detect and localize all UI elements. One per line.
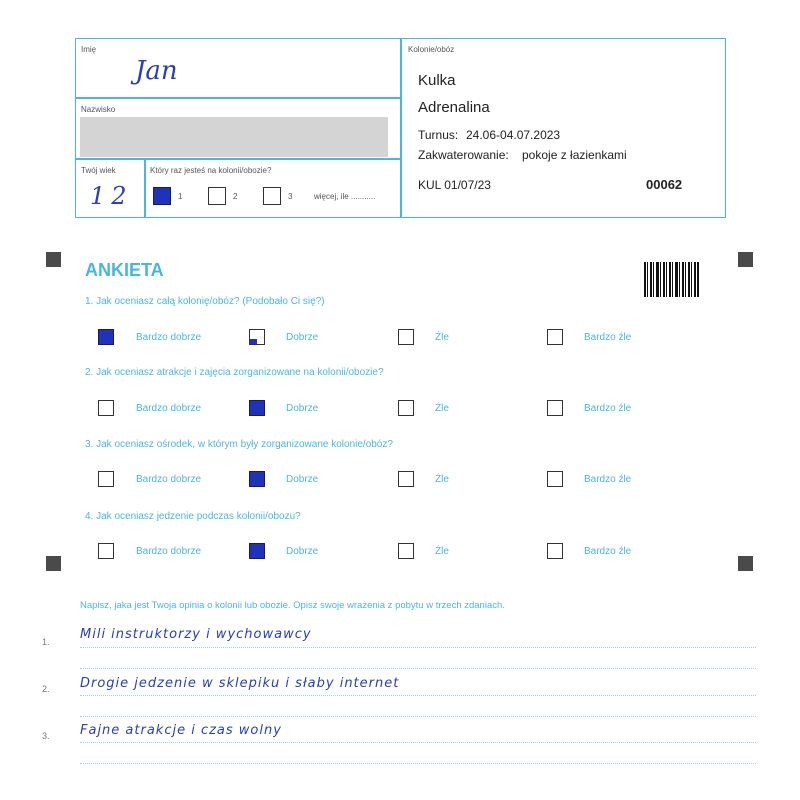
opinion-answer-2[interactable]: Drogie jedzenie w sklepiku i słaby internet (80, 676, 400, 691)
q1-option-bardzo-zle-checkbox[interactable] (547, 329, 563, 345)
accommodation-value: pokoje z łazienkami (522, 148, 627, 162)
age-label: Twój wiek (81, 166, 116, 175)
camp-code: KUL 01/07/23 (418, 178, 491, 192)
header-divider-3 (144, 158, 146, 218)
times-more[interactable]: więcej, ile ........... (314, 192, 376, 201)
opinion-line-1a (80, 647, 756, 648)
q4-option-bardzo-dobrze-checkbox[interactable] (98, 543, 114, 559)
turnus-label: Turnus: (418, 128, 459, 142)
q3-option-label: Dobrze (286, 474, 319, 485)
q3-option-label: Źle (435, 474, 449, 485)
q4-option-bardzo-zle-checkbox[interactable] (547, 543, 563, 559)
opinion-line-number-1: 1. (42, 637, 50, 647)
surname-redaction (80, 117, 388, 157)
question-4: 4. Jak oceniasz jedzenie podczas kolonii/obozu? (85, 511, 301, 522)
q2-option-bardzo-dobrze-checkbox[interactable] (98, 400, 114, 416)
q1-option-label: Bardzo źle (584, 332, 632, 343)
opinion-line-3a (80, 742, 756, 743)
opinion-line-2b (80, 716, 756, 717)
question-3: 3. Jak oceniasz ośrodek, w którym były zorganizowane kolonie/obóz? (85, 439, 393, 450)
q4-option-label: Dobrze (286, 546, 319, 557)
q3-option-bardzo-zle-checkbox[interactable] (547, 471, 563, 487)
q4-option-label: Bardzo dobrze (136, 546, 202, 557)
q2-option-label: Dobrze (286, 403, 319, 414)
question-1: 1. Jak oceniasz całą kolonię/obóz? (Podobało Ci się?) (85, 296, 325, 307)
q1-option-dobrze-checkbox[interactable] (249, 329, 265, 345)
times-label: Który raz jesteś na kolonii/obozie? (150, 166, 272, 175)
opinion-line-number-2: 2. (42, 684, 50, 694)
times-option-2: 2 (233, 192, 238, 201)
opinion-line-1b (80, 668, 756, 669)
form-number: 00062 (646, 177, 683, 192)
q1-option-bardzo-dobrze-checkbox[interactable] (98, 329, 114, 345)
age-value[interactable]: 12 (90, 182, 133, 210)
opinion-line-2a (80, 695, 756, 696)
q4-option-dobrze-checkbox[interactable] (249, 543, 265, 559)
camp-label: Kolonie/obóz (408, 45, 455, 54)
q3-option-label: Bardzo źle (584, 474, 632, 485)
times-option-1: 1 (178, 192, 183, 201)
q2-option-label: Źle (435, 403, 449, 414)
q1-option-label: Bardzo dobrze (136, 332, 202, 343)
name-value[interactable]: Jan (135, 56, 178, 86)
q2-option-label: Bardzo źle (584, 403, 632, 414)
question-2: 2. Jak oceniasz atrakcje i zajęcia zorganizowane na kolonii/obozie? (85, 367, 384, 378)
q3-option-zle-checkbox[interactable] (398, 471, 414, 487)
survey-title: ANKIETA (85, 260, 164, 280)
q4-option-label: Źle (435, 546, 449, 557)
q3-option-bardzo-dobrze-checkbox[interactable] (98, 471, 114, 487)
opinion-line-3b (80, 763, 756, 764)
opinion-answer-3[interactable]: Fajne atrakcje i czas wolny (80, 723, 282, 738)
q4-option-label: Bardzo źle (584, 546, 632, 557)
registration-marker-bottom-right (738, 556, 753, 571)
times-checkbox-3[interactable] (263, 187, 281, 205)
opinion-prompt: Napisz, jaka jest Twoja opinia o kolonii lub obozie. Opisz swoje wrażenia z pobytu w trzech zdaniach. (80, 600, 505, 611)
q2-option-label: Bardzo dobrze (136, 403, 202, 414)
opinion-line-number-3: 3. (42, 731, 50, 741)
barcode (644, 262, 700, 297)
camp-line-2: Adrenalina (418, 99, 490, 116)
header-vertical-divider (400, 38, 402, 218)
q3-option-dobrze-checkbox[interactable] (249, 471, 265, 487)
turnus-value: 24.06-04.07.2023 (466, 128, 561, 142)
registration-marker-top-right (738, 252, 753, 267)
surname-label: Nazwisko (81, 105, 116, 114)
header-divider-1 (75, 97, 400, 99)
times-checkbox-1[interactable] (153, 187, 171, 205)
times-option-3: 3 (288, 192, 293, 201)
q2-option-zle-checkbox[interactable] (398, 400, 414, 416)
q1-option-zle-checkbox[interactable] (398, 329, 414, 345)
opinion-answer-1[interactable]: Mili instruktorzy i wychowawcy (80, 627, 312, 642)
q1-option-label: Dobrze (286, 332, 319, 343)
accommodation-label: Zakwaterowanie: (418, 148, 509, 162)
registration-marker-top-left (46, 252, 61, 267)
times-checkbox-2[interactable] (208, 187, 226, 205)
header-divider-2 (75, 158, 400, 160)
registration-marker-bottom-left (46, 556, 61, 571)
q2-option-bardzo-zle-checkbox[interactable] (547, 400, 563, 416)
q4-option-zle-checkbox[interactable] (398, 543, 414, 559)
name-label: Imię (81, 45, 97, 54)
q1-option-label: Źle (435, 332, 449, 343)
q3-option-label: Bardzo dobrze (136, 474, 202, 485)
camp-line-1: Kulka (418, 72, 456, 89)
q2-option-dobrze-checkbox[interactable] (249, 400, 265, 416)
